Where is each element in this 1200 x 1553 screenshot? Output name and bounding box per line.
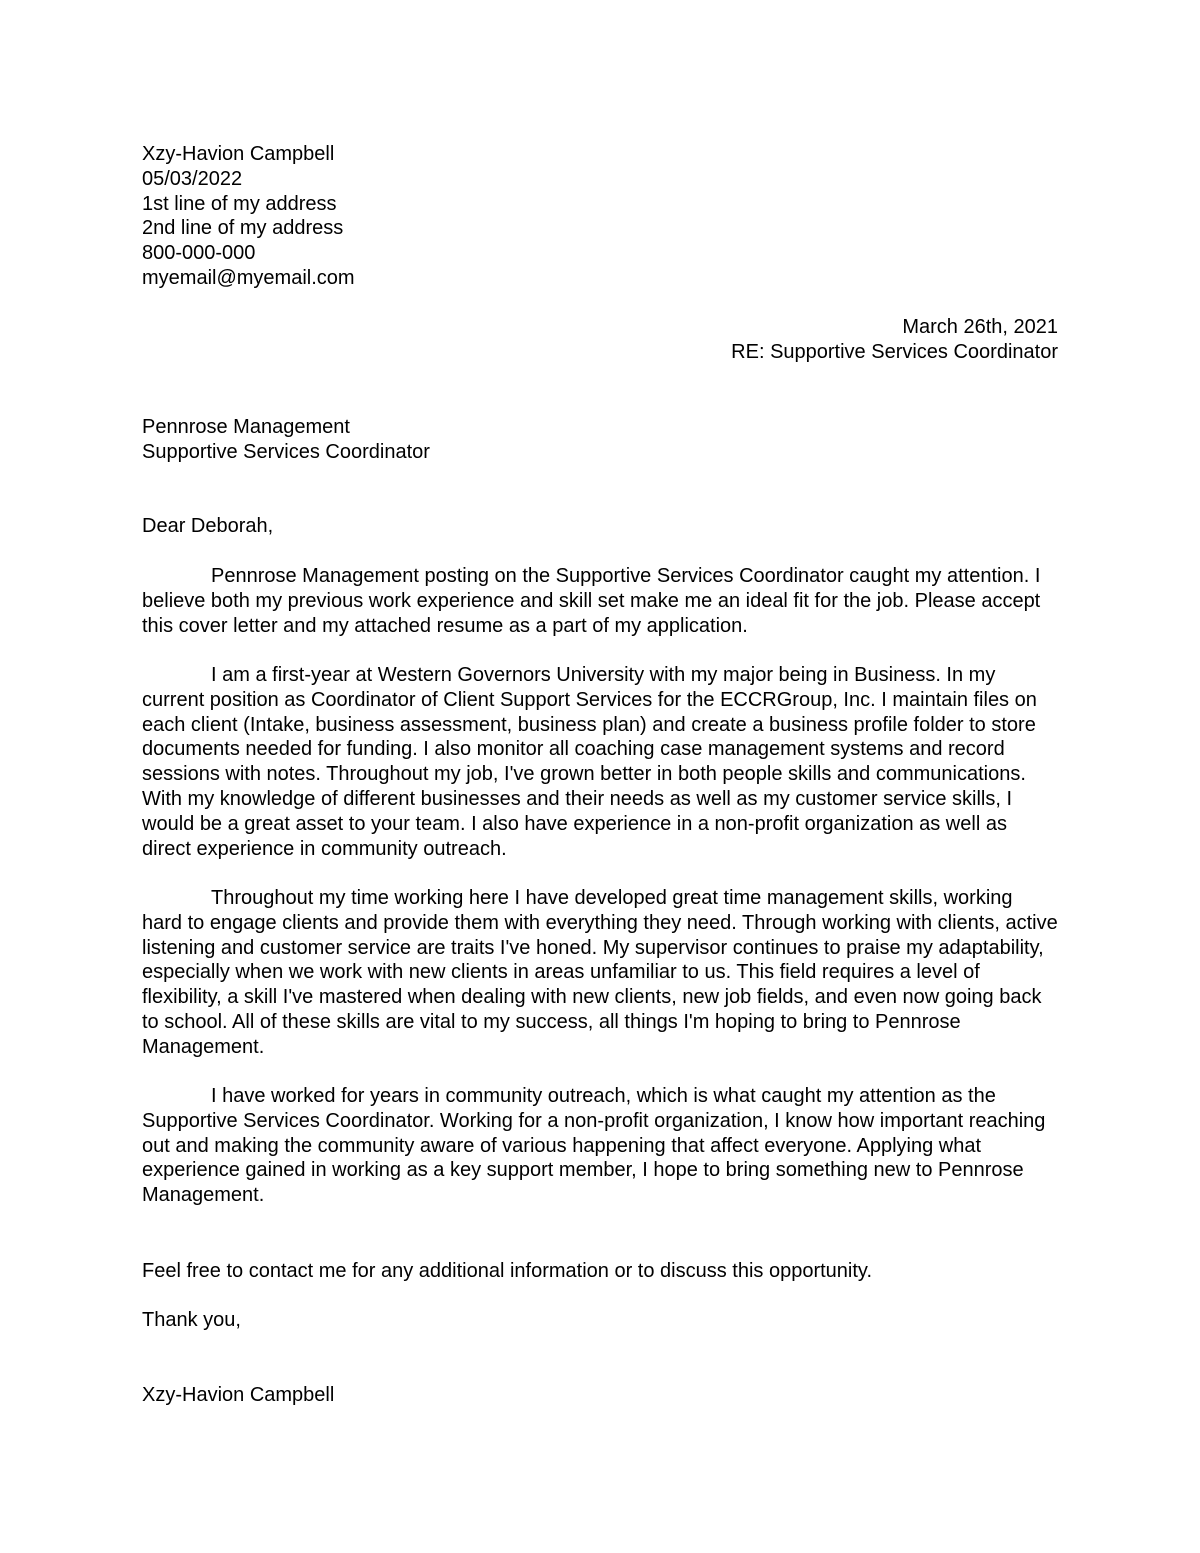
sender-block: [142, 142, 1058, 291]
recipient-position: Supportive Services Coordinator: [142, 440, 430, 463]
date-subject-block: [142, 315, 1058, 365]
paragraph-text: Pennrose Management posting on the Supportive Services Coordinator caught my attention. I believe both my previous work experience and skill set make me an ideal fit for the job. Please accept this cover letter and my attached resume as a part of my application.: [142, 565, 1041, 637]
sender-phone: 800-000-000: [142, 242, 256, 265]
paragraph-text: Throughout my time working here I have developed great time management skills, working hard to engage clients and provide them with everything they need. Through working with clients, active listening and customer service are traits I've honed. My supervisor continues to praise my adaptability, especially when we work with new clients in areas unfamiliar to us. This field requires a level of flexibility, a skill I've mastered when dealing with new clients, new job fields, and even now going back to school. All of these skills are vital to my success, all things I'm hoping to bring to Pennrose Management.: [142, 887, 1058, 1058]
body-paragraph-4: [142, 1084, 1058, 1208]
letter-date: March 26th, 2021: [902, 316, 1058, 338]
body-paragraph-1: [142, 564, 1058, 638]
signature-block: [142, 1383, 1058, 1408]
closing-line: Feel free to contact me for any additional information or to discuss this opportunity.: [142, 1260, 872, 1282]
salutation: Dear Deborah,: [142, 515, 274, 537]
signature-name: Xzy-Havion Campbell: [142, 1384, 335, 1406]
sender-date: 05/03/2022: [142, 167, 243, 190]
body-paragraph-2: [142, 663, 1058, 861]
sign-off: Thank you,: [142, 1309, 241, 1331]
body-paragraph-3: [142, 886, 1058, 1060]
sender-address-line-1: 1st line of my address: [142, 192, 337, 215]
recipient-company: Pennrose Management: [142, 416, 350, 438]
paragraph-text: I have worked for years in community outreach, which is what caught my attention as the Supportive Services Coordinator. Working for a non-profit organization, I know how important reaching out and making the community aware of various happening that affect everyone. Applying what experience gained in working as a key support member, I hope to bring something new to Pennrose Management.: [142, 1085, 1046, 1207]
salutation-block: [142, 514, 1058, 539]
recipient-block: [142, 415, 1058, 465]
sign-off-block: [142, 1308, 1058, 1333]
sender-name: Xzy-Havion Campbell: [142, 143, 335, 165]
sender-address-line-2: 2nd line of my address: [142, 217, 344, 240]
paragraph-text: I am a first-year at Western Governors University with my major being in Business. In my current position as Coordinator of Client Support Services for the ECCRGroup, Inc. I maintain files on each client (Intake, business assessment, business plan) and create a business profile folder to store documents needed for funding. I also monitor all coaching case management systems and record sessions with notes. Throughout my job, I've grown better in both people skills and communications. With my knowledge of different businesses and their needs as well as my customer service skills, I would be a great asset to your team. I also have experience in a non-profit organization as well as direct experience in community outreach.: [142, 664, 1037, 860]
sender-email: myemail@myemail.com: [142, 266, 355, 289]
closing-block: [142, 1259, 1058, 1284]
letter-subject: RE: Supportive Services Coordinator: [731, 340, 1058, 363]
